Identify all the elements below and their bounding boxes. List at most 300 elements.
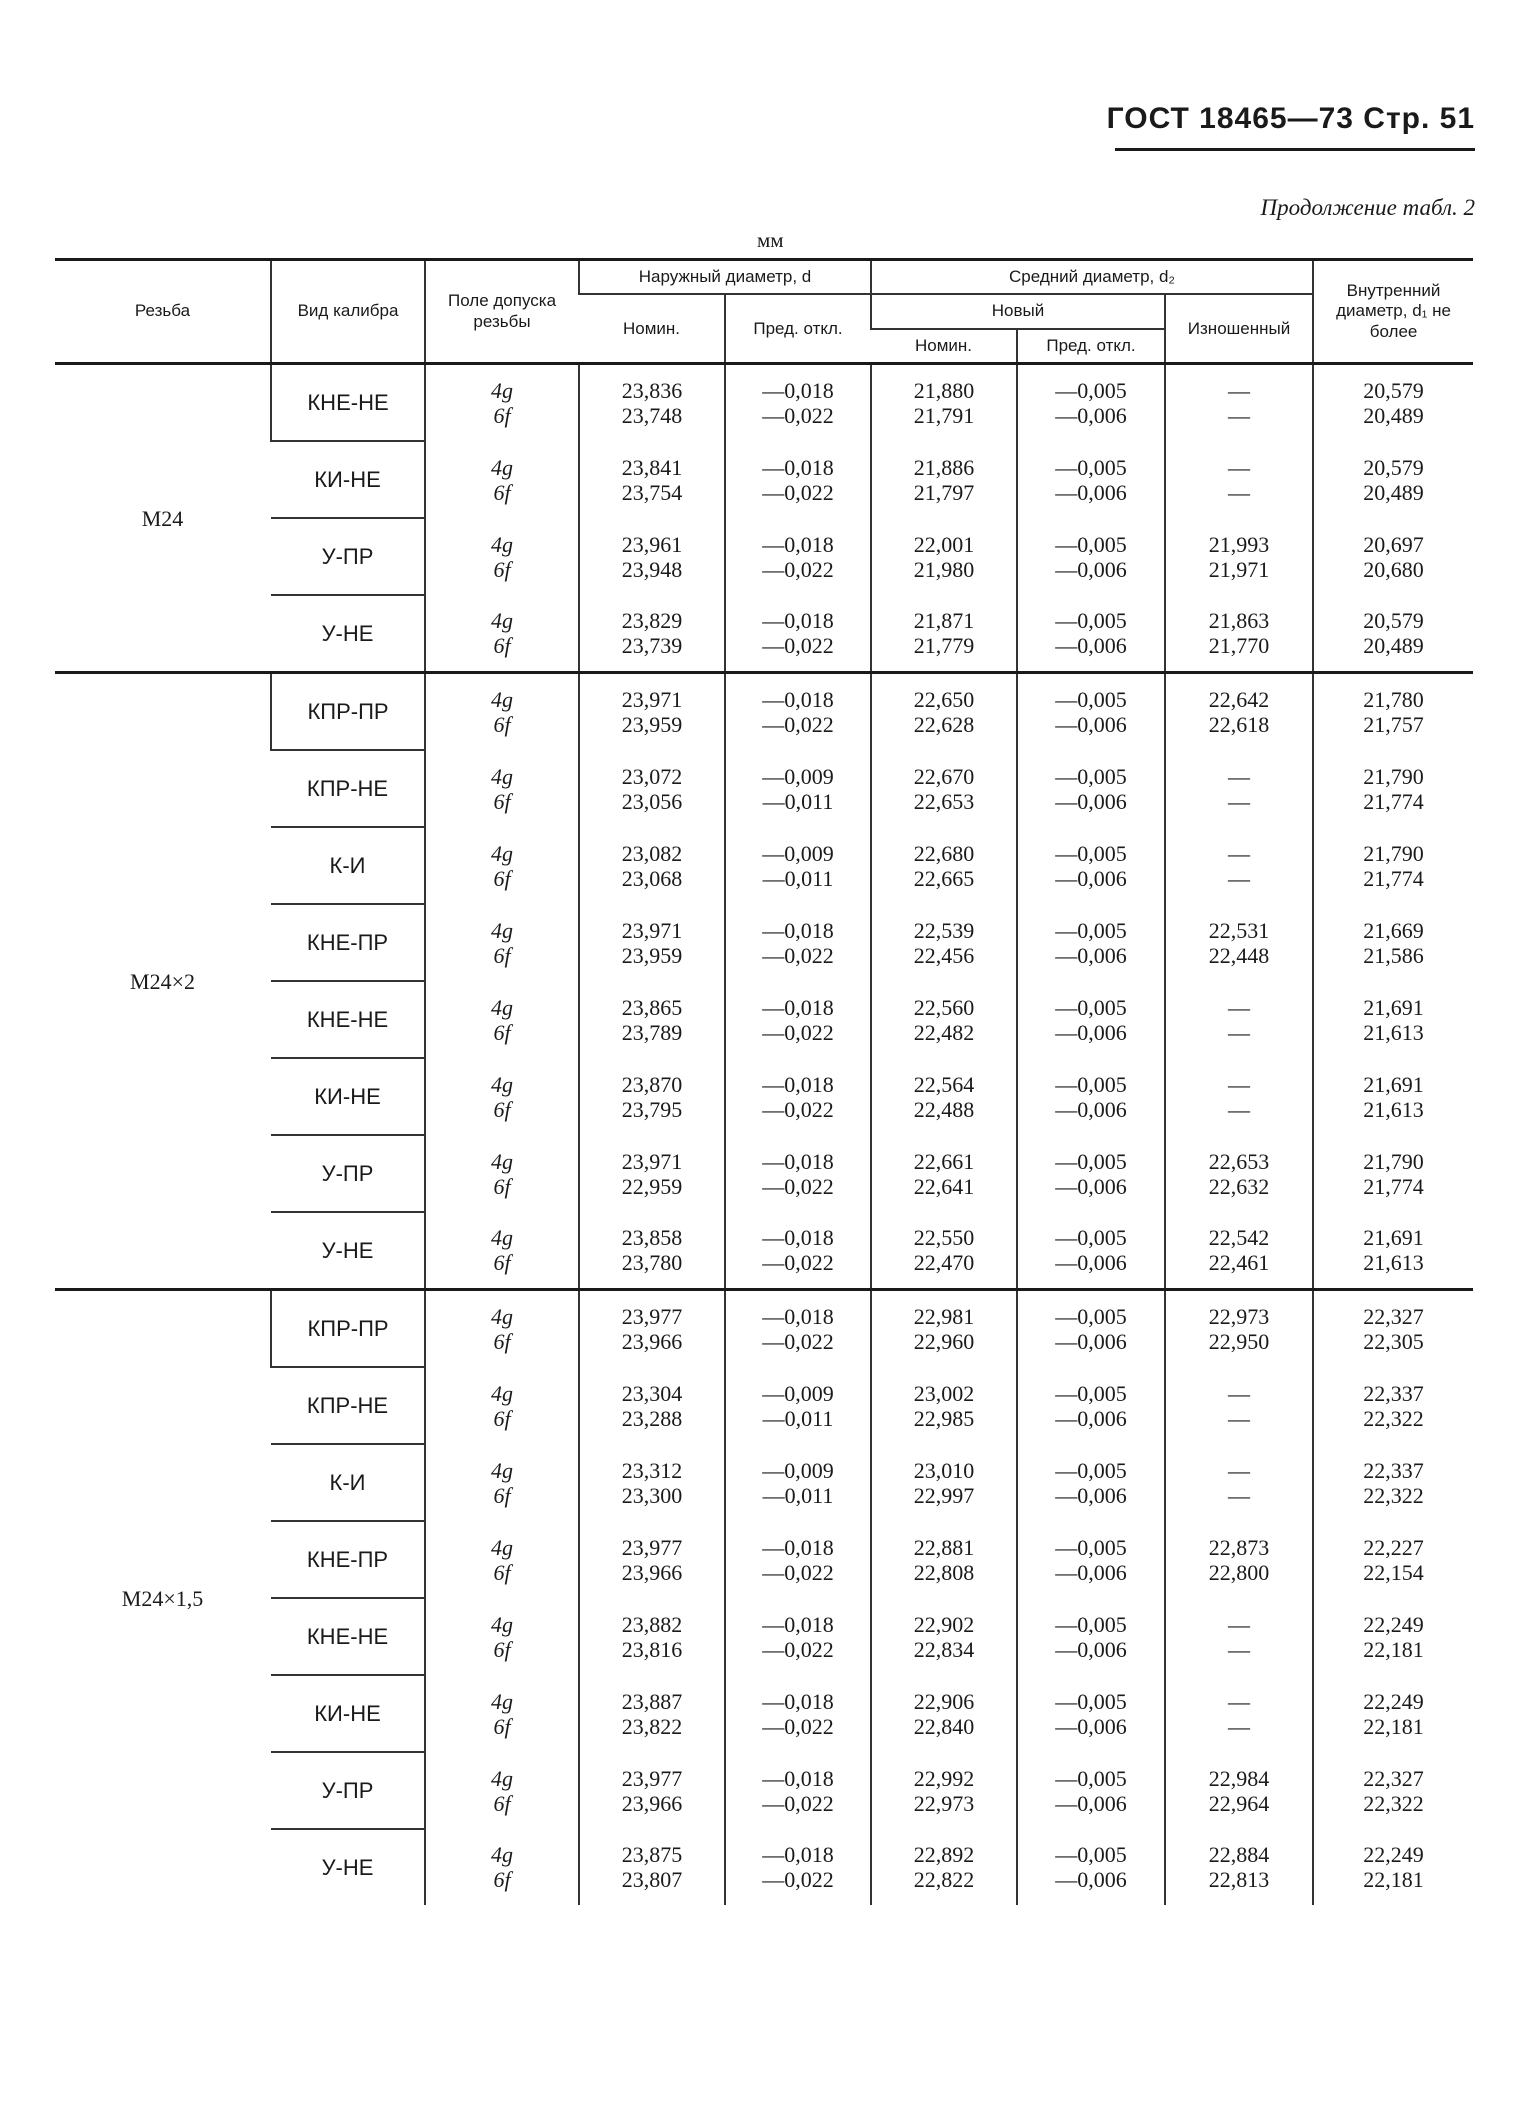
cell-value: 22,337 [1363, 1457, 1424, 1483]
cell-value: —0,006 [1055, 403, 1127, 429]
cell-worn [1165, 1444, 1313, 1521]
cell-value: 22,488 [913, 1096, 975, 1122]
cell-worn [1165, 827, 1313, 904]
cell-value: 23,971 [621, 687, 683, 713]
cell-value: — [1228, 1096, 1251, 1122]
cell-value: 21,790 [1363, 840, 1424, 866]
cell-value: —0,018 [762, 608, 834, 634]
cell-d1 [1313, 1058, 1473, 1135]
cell-value: 4g [491, 763, 513, 789]
col-inner: Внутренний диаметр, d₁ не более [1313, 260, 1473, 364]
cell-tol [425, 673, 579, 751]
cell-tol [425, 1135, 579, 1212]
cell-value: —0,018 [762, 1304, 834, 1330]
gauge-type: КИ-НЕ [271, 1058, 425, 1135]
col-mean-worn: Изношенный [1165, 294, 1313, 363]
cell-d1 [1313, 1675, 1473, 1752]
cell-value: —0,018 [762, 917, 834, 943]
table-row [55, 364, 1473, 442]
cell-value: 23,072 [621, 763, 683, 789]
cell-d2-nom [871, 441, 1017, 518]
cell-value: 6f [493, 1173, 511, 1199]
cell-value: —0,006 [1055, 1096, 1127, 1122]
cell-tol [425, 827, 579, 904]
cell-d1 [1313, 1135, 1473, 1212]
gauge-type: КНЕ-НЕ [271, 1598, 425, 1675]
cell-d2-dev [1017, 518, 1165, 595]
cell-value: 22,249 [1363, 1842, 1424, 1868]
cell-value: 4g [491, 687, 513, 713]
cell-d1 [1313, 518, 1473, 595]
cell-d2-dev [1017, 1675, 1165, 1752]
cell-value: —0,006 [1055, 1636, 1127, 1662]
cell-d-dev [725, 827, 871, 904]
cell-value: —0,006 [1055, 865, 1127, 891]
cell-d2-dev [1017, 1058, 1165, 1135]
cell-worn [1165, 1752, 1313, 1829]
cell-value: — [1228, 1688, 1251, 1714]
cell-value: 21,774 [1363, 865, 1424, 891]
cell-value: —0,022 [762, 1790, 834, 1816]
gauge-type: У-ПР [271, 1752, 425, 1829]
cell-value: 22,800 [1208, 1559, 1270, 1585]
cell-worn [1165, 1290, 1313, 1368]
cell-value: 23,870 [621, 1071, 683, 1097]
cell-value: 22,834 [913, 1636, 975, 1662]
cell-value: 22,680 [913, 840, 975, 866]
cell-value: 21,613 [1363, 1096, 1424, 1122]
cell-value: 6f [493, 1790, 511, 1816]
cell-value: —0,011 [762, 865, 834, 891]
cell-value: 23,816 [621, 1636, 683, 1662]
cell-value: 21,691 [1363, 1225, 1424, 1251]
cell-d2-nom [871, 1675, 1017, 1752]
cell-d2-nom [871, 1829, 1017, 1905]
cell-value: 4g [491, 608, 513, 634]
cell-d-dev [725, 441, 871, 518]
cell-value: 6f [493, 1713, 511, 1739]
cell-tol [425, 1444, 579, 1521]
cell-d2-dev [1017, 1829, 1165, 1905]
cell-value: 22,322 [1363, 1405, 1424, 1431]
cell-value: 22,808 [913, 1559, 975, 1585]
cell-value: —0,018 [762, 994, 834, 1020]
cell-value: 23,056 [621, 788, 683, 814]
cell-value: 6f [493, 1636, 511, 1662]
cell-value: 22,327 [1363, 1765, 1424, 1791]
cell-value: 21,790 [1363, 763, 1424, 789]
cell-d2-dev [1017, 1752, 1165, 1829]
cell-tol [425, 595, 579, 673]
cell-value: 4g [491, 531, 513, 557]
cell-value: 22,470 [913, 1250, 975, 1276]
cell-value: 4g [491, 1071, 513, 1097]
cell-value: —0,006 [1055, 788, 1127, 814]
cell-value: —0,011 [762, 1482, 834, 1508]
cell-value: —0,009 [762, 763, 834, 789]
cell-d2-nom [871, 1212, 1017, 1290]
cell-value: —0,005 [1055, 1842, 1127, 1868]
cell-value: 22,181 [1363, 1713, 1424, 1739]
cell-value: —0,018 [762, 1225, 834, 1251]
cell-value: 23,977 [621, 1304, 683, 1330]
cell-value: 22,322 [1363, 1790, 1424, 1816]
cell-d-nom [579, 673, 725, 751]
cell-value: 23,010 [913, 1457, 975, 1483]
cell-d2-nom [871, 1752, 1017, 1829]
cell-value: 23,304 [621, 1380, 683, 1406]
cell-value: — [1228, 479, 1251, 505]
cell-value: 21,791 [913, 403, 975, 429]
cell-value: 23,971 [621, 1148, 683, 1174]
cell-d1 [1313, 595, 1473, 673]
gauge-type: КПР-НЕ [271, 750, 425, 827]
cell-worn [1165, 1521, 1313, 1598]
cell-value: 23,841 [621, 454, 683, 480]
cell-tol [425, 1752, 579, 1829]
cell-value: —0,022 [762, 1250, 834, 1276]
cell-d2-nom [871, 518, 1017, 595]
gauge-type: КНЕ-НЕ [271, 981, 425, 1058]
cell-value: —0,018 [762, 1611, 834, 1637]
cell-value: —0,005 [1055, 1304, 1127, 1330]
cell-value: 23,971 [621, 917, 683, 943]
cell-d2-nom [871, 827, 1017, 904]
cell-value: — [1228, 763, 1251, 789]
cell-value: 23,748 [621, 403, 683, 429]
cell-value: 21,971 [1208, 556, 1270, 582]
cell-value: —0,005 [1055, 1148, 1127, 1174]
gauge-type: У-НЕ [271, 1829, 425, 1905]
cell-value: 22,632 [1208, 1173, 1270, 1199]
cell-value: 20,489 [1363, 403, 1424, 429]
cell-value: 22,670 [913, 763, 975, 789]
units-label: мм [757, 228, 784, 252]
cell-d2-dev [1017, 441, 1165, 518]
cell-value: 22,337 [1363, 1380, 1424, 1406]
table-header [55, 260, 1473, 364]
cell-value: 21,757 [1363, 712, 1424, 738]
cell-d2-nom [871, 1444, 1017, 1521]
cell-value: 22,560 [913, 994, 975, 1020]
cell-worn [1165, 595, 1313, 673]
cell-d-nom [579, 981, 725, 1058]
cell-value: —0,018 [762, 1148, 834, 1174]
cell-value: 6f [493, 865, 511, 891]
cell-value: 22,840 [913, 1713, 975, 1739]
cell-d-nom [579, 1521, 725, 1598]
cell-value: —0,011 [762, 1405, 834, 1431]
cell-value: 23,966 [621, 1790, 683, 1816]
cell-value: —0,022 [762, 1096, 834, 1122]
cell-value: 23,948 [621, 556, 683, 582]
cell-value: 22,539 [913, 917, 975, 943]
cell-value: 22,960 [913, 1329, 975, 1355]
cell-value: 22,665 [913, 865, 975, 891]
cell-value: 22,531 [1208, 917, 1270, 943]
cell-value: 22,249 [1363, 1688, 1424, 1714]
cell-d-dev [725, 1444, 871, 1521]
cell-value: 6f [493, 1867, 511, 1893]
cell-d1 [1313, 1212, 1473, 1290]
cell-d-nom [579, 1675, 725, 1752]
cell-value: 21,790 [1363, 1148, 1424, 1174]
cell-value: 23,966 [621, 1329, 683, 1355]
cell-d-dev [725, 364, 871, 442]
cell-value: 4g [491, 917, 513, 943]
cell-d1 [1313, 1829, 1473, 1905]
cell-value: 21,613 [1363, 1019, 1424, 1045]
cell-value: 21,779 [913, 633, 975, 659]
cell-value: — [1228, 840, 1251, 866]
cell-d-dev [725, 981, 871, 1058]
cell-value: —0,005 [1055, 1457, 1127, 1483]
gauge-type: КПР-ПР [271, 1290, 425, 1368]
cell-d-dev [725, 518, 871, 595]
cell-tol [425, 364, 579, 442]
cell-value: 21,613 [1363, 1250, 1424, 1276]
cell-value: —0,022 [762, 556, 834, 582]
cell-value: 22,884 [1208, 1842, 1270, 1868]
cell-value: 22,227 [1363, 1534, 1424, 1560]
cell-value: 21,871 [913, 608, 975, 634]
cell-value: 20,489 [1363, 479, 1424, 505]
cell-value: 23,977 [621, 1534, 683, 1560]
cell-value: 23,807 [621, 1867, 683, 1893]
cell-value: —0,009 [762, 1380, 834, 1406]
col-outer-nominal: Номин. [579, 294, 725, 363]
cell-value: 23,288 [621, 1405, 683, 1431]
cell-value: —0,018 [762, 454, 834, 480]
cell-d1 [1313, 1290, 1473, 1368]
cell-value: 21,774 [1363, 788, 1424, 814]
cell-tol [425, 1367, 579, 1444]
cell-value: 23,002 [913, 1380, 975, 1406]
cell-value: —0,005 [1055, 1225, 1127, 1251]
cell-d2-dev [1017, 750, 1165, 827]
cell-d-nom [579, 1212, 725, 1290]
thread-designation: M24×1,5 [55, 1290, 271, 1906]
cell-value: — [1228, 1071, 1251, 1097]
cell-value: —0,006 [1055, 1019, 1127, 1045]
cell-worn [1165, 441, 1313, 518]
cell-value: —0,005 [1055, 917, 1127, 943]
cell-value: — [1228, 788, 1251, 814]
cell-value: 6f [493, 633, 511, 659]
cell-value: 4g [491, 1534, 513, 1560]
cell-d2-nom [871, 1598, 1017, 1675]
cell-worn [1165, 518, 1313, 595]
cell-d-nom [579, 1598, 725, 1675]
cell-value: 4g [491, 1457, 513, 1483]
cell-d-dev [725, 1829, 871, 1905]
cell-d1 [1313, 673, 1473, 751]
col-mean: Средний диаметр, d₂ [871, 260, 1313, 295]
cell-value: —0,022 [762, 1329, 834, 1355]
cell-value: —0,018 [762, 531, 834, 557]
cell-tol [425, 1521, 579, 1598]
cell-d-dev [725, 673, 871, 751]
cell-d-dev [725, 1675, 871, 1752]
cell-value: 23,865 [621, 994, 683, 1020]
cell-d-dev [725, 1212, 871, 1290]
cell-value: 22,641 [913, 1173, 975, 1199]
cell-value: 6f [493, 1250, 511, 1276]
cell-value: 22,181 [1363, 1867, 1424, 1893]
cell-value: — [1228, 994, 1251, 1020]
gauge-type: У-ПР [271, 1135, 425, 1212]
header-rule [1115, 148, 1475, 151]
cell-value: 4g [491, 1225, 513, 1251]
cell-value: 22,813 [1208, 1867, 1270, 1893]
cell-d-nom [579, 1829, 725, 1905]
gauge-type: КНЕ-НЕ [271, 364, 425, 442]
cell-value: 4g [491, 994, 513, 1020]
cell-value: 22,985 [913, 1405, 975, 1431]
cell-d1 [1313, 904, 1473, 981]
cell-value: —0,005 [1055, 1611, 1127, 1637]
cell-value: 23,300 [621, 1482, 683, 1508]
cell-d-dev [725, 1598, 871, 1675]
cell-worn [1165, 1367, 1313, 1444]
cell-worn [1165, 981, 1313, 1058]
cell-value: 4g [491, 454, 513, 480]
cell-d2-nom [871, 1290, 1017, 1368]
gauge-type: У-НЕ [271, 1212, 425, 1290]
cell-tol [425, 1829, 579, 1905]
cell-value: 23,961 [621, 531, 683, 557]
cell-value: —0,006 [1055, 712, 1127, 738]
cell-value: 6f [493, 1482, 511, 1508]
cell-d-nom [579, 1752, 725, 1829]
cell-value: —0,022 [762, 633, 834, 659]
table-row [55, 673, 1473, 751]
gauge-type: КИ-НЕ [271, 441, 425, 518]
cell-tol [425, 904, 579, 981]
cell-value: 21,691 [1363, 1071, 1424, 1097]
cell-value: —0,022 [762, 1173, 834, 1199]
thread-designation: M24 [55, 364, 271, 673]
cell-value: 23,977 [621, 1765, 683, 1791]
cell-d2-dev [1017, 1212, 1165, 1290]
cell-d-dev [725, 1367, 871, 1444]
cell-value: —0,005 [1055, 840, 1127, 866]
continuation-note: Продолжение табл. 2 [1260, 195, 1475, 220]
cell-value: 23,966 [621, 1559, 683, 1585]
cell-value: 22,822 [913, 1867, 975, 1893]
cell-value: 22,992 [913, 1765, 975, 1791]
cell-d1 [1313, 441, 1473, 518]
cell-value: — [1228, 454, 1251, 480]
cell-value: —0,022 [762, 403, 834, 429]
cell-d1 [1313, 1444, 1473, 1521]
cell-value: 22,322 [1363, 1482, 1424, 1508]
cell-value: — [1228, 1611, 1251, 1637]
cell-d2-dev [1017, 904, 1165, 981]
cell-d2-dev [1017, 1444, 1165, 1521]
col-mean-new: Новый [871, 294, 1165, 328]
cell-value: 22,461 [1208, 1250, 1270, 1276]
cell-d2-nom [871, 1135, 1017, 1212]
cell-value: —0,018 [762, 687, 834, 713]
cell-value: —0,006 [1055, 1867, 1127, 1893]
cell-tol [425, 1675, 579, 1752]
col-gauge: Вид калибра [271, 260, 425, 364]
cell-value: 22,984 [1208, 1765, 1270, 1791]
cell-value: — [1228, 1482, 1251, 1508]
cell-value: —0,022 [762, 712, 834, 738]
cell-value: —0,018 [762, 1534, 834, 1560]
cell-value: —0,022 [762, 1636, 834, 1662]
cell-value: 20,680 [1363, 556, 1424, 582]
cell-value: 22,973 [1208, 1304, 1270, 1330]
col-outer: Наружный диаметр, d [579, 260, 871, 295]
cell-value: 23,780 [621, 1250, 683, 1276]
cell-d2-dev [1017, 1367, 1165, 1444]
cell-value: —0,022 [762, 1019, 834, 1045]
cell-d-nom [579, 1290, 725, 1368]
cell-value: —0,006 [1055, 1790, 1127, 1816]
cell-d-dev [725, 595, 871, 673]
cell-value: 6f [493, 1019, 511, 1045]
cell-value: 23,882 [621, 1611, 683, 1637]
cell-value: 22,482 [913, 1019, 975, 1045]
cell-worn [1165, 364, 1313, 442]
cell-value: 22,959 [621, 1173, 683, 1199]
cell-value: 21,797 [913, 479, 975, 505]
cell-value: —0,006 [1055, 1559, 1127, 1585]
thread-designation: M24×2 [55, 673, 271, 1290]
cell-value: 23,836 [621, 378, 683, 404]
cell-value: 21,780 [1363, 687, 1424, 713]
cell-value: 22,653 [913, 788, 975, 814]
cell-d1 [1313, 981, 1473, 1058]
cell-d2-dev [1017, 1290, 1165, 1368]
cell-value: — [1228, 403, 1251, 429]
cell-value: —0,018 [762, 1842, 834, 1868]
cell-d2-nom [871, 1058, 1017, 1135]
cell-tol [425, 1058, 579, 1135]
cell-value: 6f [493, 403, 511, 429]
cell-tol [425, 1212, 579, 1290]
cell-value: 22,997 [913, 1482, 975, 1508]
cell-d2-dev [1017, 1598, 1165, 1675]
cell-value: 6f [493, 556, 511, 582]
cell-value: 21,774 [1363, 1173, 1424, 1199]
cell-value: 23,858 [621, 1225, 683, 1251]
cell-value: 22,981 [913, 1304, 975, 1330]
cell-value: 22,550 [913, 1225, 975, 1251]
cell-value: 22,881 [913, 1534, 975, 1560]
cell-value: — [1228, 1405, 1251, 1431]
col-mean-deviation: Пред. откл. [1017, 329, 1165, 364]
cell-d2-dev [1017, 364, 1165, 442]
cell-value: —0,018 [762, 1071, 834, 1097]
cell-value: 4g [491, 840, 513, 866]
cell-value: —0,006 [1055, 479, 1127, 505]
cell-d2-dev [1017, 827, 1165, 904]
cell-worn [1165, 750, 1313, 827]
cell-tol [425, 981, 579, 1058]
cell-value: — [1228, 378, 1251, 404]
cell-value: —0,006 [1055, 1713, 1127, 1739]
cell-value: —0,005 [1055, 763, 1127, 789]
cell-d-dev [725, 1135, 871, 1212]
cell-d1 [1313, 1367, 1473, 1444]
cell-value: 23,959 [621, 942, 683, 968]
gauge-type: К-И [271, 1444, 425, 1521]
cell-d-nom [579, 1058, 725, 1135]
